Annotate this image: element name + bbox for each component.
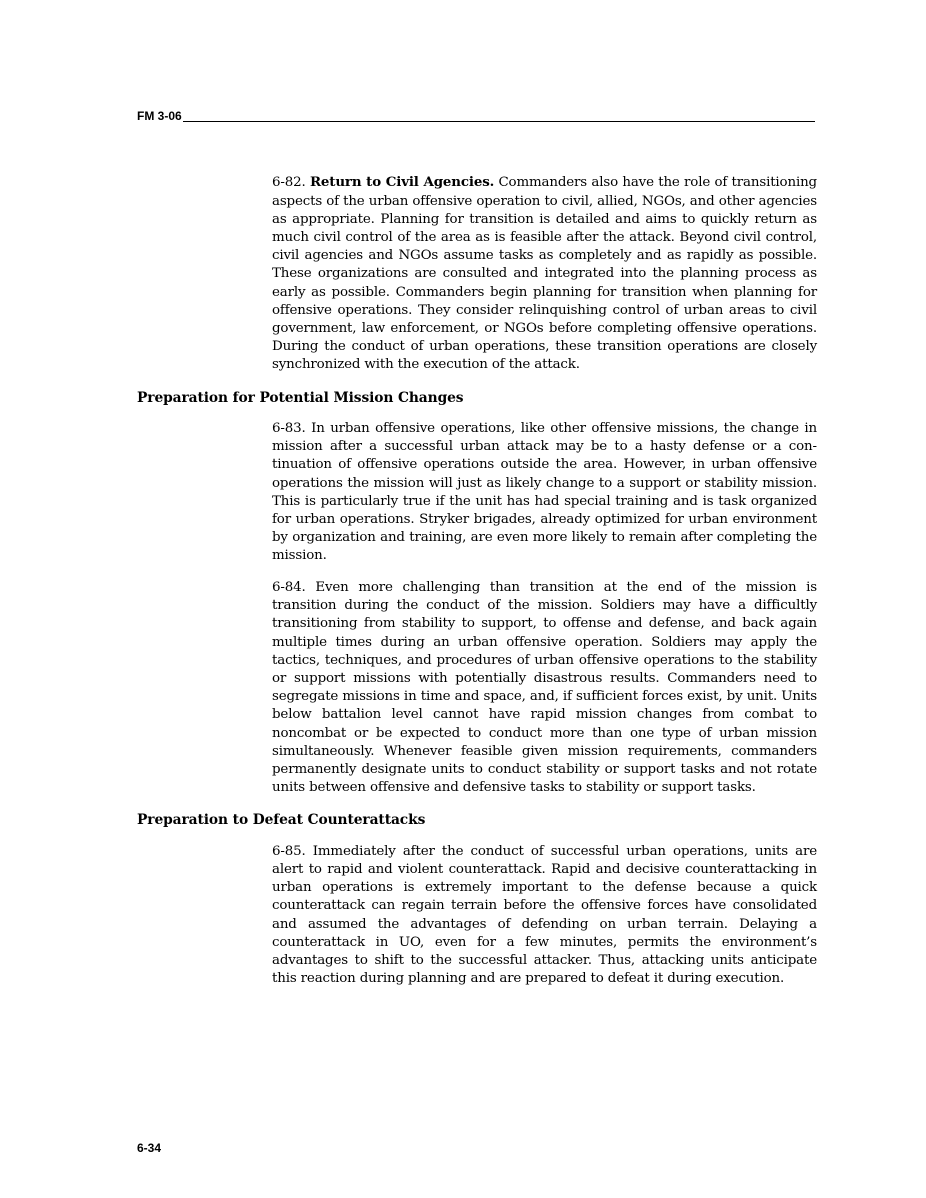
section-heading-counterattacks: Preparation to Defeat Counterattacks	[137, 812, 426, 829]
paragraph-number: 6-84.	[272, 580, 306, 596]
paragraph-text: In urban offensive operations, like other offensive missions, the change in mission after a successful urban attack may be to a hasty defense or a continuation of offensive operations outside the area. However, in urban offensive operations the mission will just as likely change to a support or stability mission. This is particularly true if the unit has had special training and is task organized for urban operations. Stryker brigades, already optimized for urban environment by organization and training, are even more likely to remain after completing the mission.	[272, 421, 817, 564]
header-rule	[183, 121, 815, 122]
paragraph-text: Immediately after the conduct of successful urban operations, units are alert to rapid and violent counterattack. Rapid and decisive counterattacking in urban operations is extremely important to the defense because a quick counterattack can regain terrain before the offensive forces have consolidated and assumed the advantages of defending on urban terrain. Delaying a counterattack in UO, even for a few minutes, permits the environment’s advantages to shift to the successful attacker. Thus, attacking units anticipate this reaction during planning and are prepared to defeat it during execution.	[272, 843, 817, 987]
page-number: 6-34	[137, 1141, 162, 1155]
paragraph-number: 6-82.	[272, 175, 306, 191]
paragraph-number: 6-83.	[272, 421, 306, 437]
running-header	[137, 109, 815, 123]
paragraph-number: 6-85.	[272, 843, 306, 859]
paragraph-6-83	[272, 420, 817, 566]
paragraph-text: Even more challenging than transition at the end of the mission is transition during the conduct of the mission. Soldiers may have a difficultly transitioning from stability to support, to offense and defense, and back again multiple times during an urban offensive operation. Soldiers may apply the tactics, techniques, and procedures of urban offensive operations to the stability or support missions with potentially disastrous results. Commanders need to segregate missions in time and space, and, if sufficient forces exist, by unit. Units below battalion level cannot have rapid mission changes from combat to noncombat or be expected to conduct more than one type of urban mission simultaneously. Whenever feasible given mission requirements, commanders permanently designate units to conduct stability or support tasks and not rotate units between offensive and defensive tasks to stability or support tasks.	[272, 580, 818, 796]
paragraph-6-84	[272, 579, 817, 797]
paragraph-text: Commanders also have the role of transitioning aspects of the urban offensive operation to civil, allied, NGOs, and other agencies as appropriate. Planning for transition is detailed and aims to quickly return as much civil control of the area as is feasible after the attack. Beyond civil control, civil agencies and NGOs assume tasks as completely and as rapidly as possible. These organizations are consulted and integrated into the planning process as early as possible. Commanders begin planning for transition when planning for offensive operations. They consider relinquishing control of urban areas to civil government, law enforcement, or NGOs before completing offensive operations. During the conduct of urban operations, these transition operations are closely synchronized with the execution of the attack.	[272, 175, 817, 373]
paragraph-title: Return to Civil Agencies.	[309, 174, 495, 191]
document-id: FM 3-06	[137, 109, 182, 123]
section-heading-mission-changes: Preparation for Potential Mission Changes	[137, 389, 464, 406]
paragraph-6-85	[272, 843, 817, 989]
paragraph-6-82	[272, 173, 817, 374]
page-body	[137, 160, 817, 988]
